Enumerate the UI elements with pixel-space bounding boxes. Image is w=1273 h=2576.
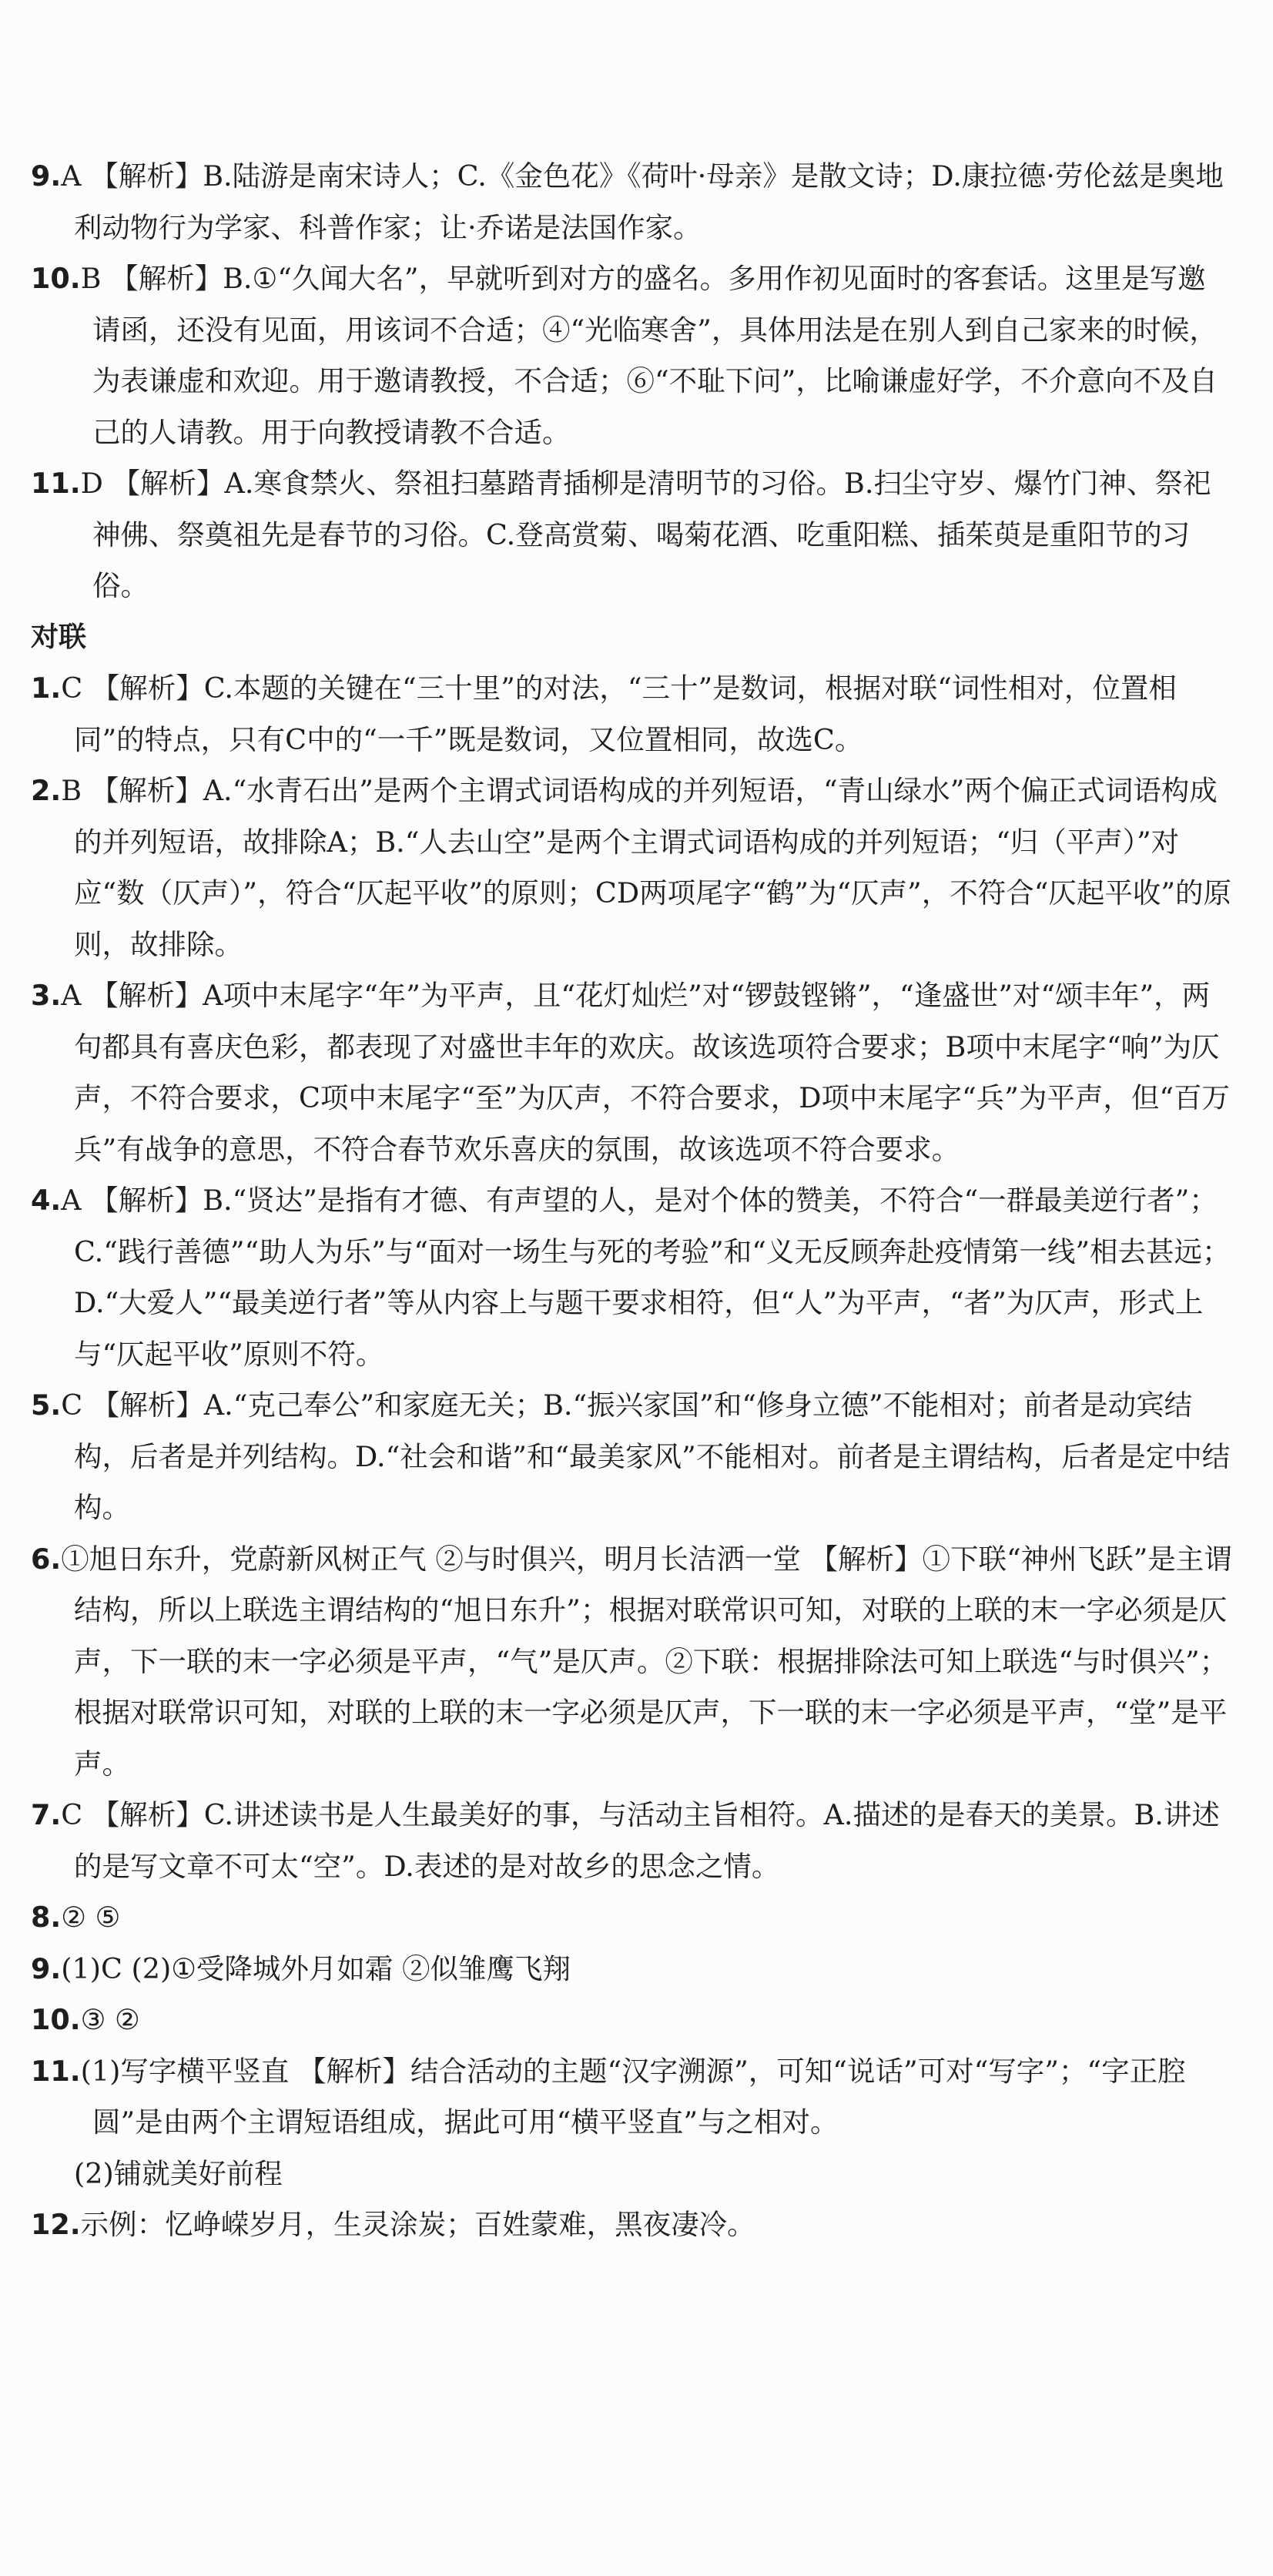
item-number: 8. [31, 1901, 62, 1934]
answer-content [31, 151, 1232, 2251]
item-number: 9. [31, 159, 62, 193]
item-number: 6. [31, 1542, 62, 1576]
item-number: 1. [31, 672, 62, 705]
item-number: 9. [31, 1951, 62, 1985]
item-number: 10. [31, 262, 81, 295]
item-text: B 【解析】A.“水青石出”是两个主谓式词语构成的并列短语，“青山绿水”两个偏正式词语构成的并列短语，故排除A；B.“人去山空”是两个主谓式词语构成的并列短语；“归（平声）”对应“数（仄声）”，符合“仄起平收”的原则；CD两项尾字“鹤”为“仄声”，不符合“仄起平收”的原则，故排除。 [61, 774, 1232, 961]
answer-item [31, 1175, 1232, 1380]
item-number: 11. [31, 2054, 81, 2088]
section-title: 对联 [31, 621, 87, 653]
item-number: 2. [31, 774, 62, 807]
item-text: ② ⑤ [61, 1901, 121, 1934]
answer-item [31, 458, 1232, 612]
item-text: ③ ② [80, 2003, 140, 2036]
item-text: C 【解析】C.本题的关键在“三十里”的对法，“三十”是数词，根据对联“词性相对，位置相同”的特点，只有C中的“一千”既是数词，又位置相同，故选C。 [61, 672, 1177, 756]
answer-item [31, 1380, 1232, 1534]
answer-item [31, 1944, 1232, 1995]
item-text: C 【解析】A.“克己奉公”和家庭无关；B.“振兴家国”和“修身立德”不能相对；前者是动宾结构，后者是并列结构。D.“社会和谐”和“最美家风”不能相对。前者是主谓结构，后者是定中结构。 [61, 1388, 1231, 1524]
item-text: (1)C (2)①受降城外月如霜 ②似雏鹰飞翔 [61, 1951, 571, 1985]
item-number: 11. [31, 467, 81, 500]
answer-item [31, 1892, 1232, 1944]
answer-item [31, 2046, 1232, 2149]
answer-item [31, 1790, 1232, 1892]
item-number: 4. [31, 1184, 62, 1217]
answer-item [31, 2199, 1232, 2251]
item-text: B 【解析】B.①“久闻大名”，早就听到对方的盛名。多用作初见面时的客套话。这里是写邀请函，还没有见面，用该词不合适；④“光临寒舍”，具体用法是在别人到自己家来的时候，为表谦虚和欢迎。用于邀请教授，不合适；⑥“不耻下问”，比喻谦虚好学，不介意向不及自己的人请教。用于向教授请教不合适。 [80, 262, 1218, 449]
item-text: (2)铺就美好前程 [74, 2156, 283, 2190]
item-text: D 【解析】A.寒食禁火、祭祖扫墓踏青插柳是清明节的习俗。B.扫尘守岁、爆竹门神、祭祀神佛、祭奠祖先是春节的习俗。C.登高赏菊、喝菊花酒、吃重阳糕、插茱萸是重阳节的习俗。 [80, 467, 1211, 602]
item-text: A 【解析】B.“贤达”是指有才德、有声望的人，是对个体的赞美，不符合“一群最美逆行者”；C.“践行善德”“助人为乐”与“面对一场生与死的考验”和“义无反顾奔赴疫情第一线”相去甚远；D.“大爱人”“最美逆行者”等从内容上与题干要求相符，但“人”为平声，“者”为仄声，形式上与“仄起平收”原则不符。 [61, 1184, 1231, 1371]
item-text: (1)写字横平竖直 【解析】结合活动的主题“汉字溯源”，可知“说话”可对“写字”；“字正腔圆”是由两个主谓短语组成，据此可用“横平竖直”与之相对。 [80, 2054, 1186, 2139]
answer-item [31, 1995, 1232, 2046]
item-number: 5. [31, 1388, 62, 1422]
item-text: C 【解析】C.讲述读书是人生最美好的事，与活动主旨相符。A.描述的是春天的美景。B.讲述的是写文章不可太“空”。D.表述的是对故乡的思念之情。 [61, 1798, 1220, 1883]
answer-item [31, 151, 1232, 253]
answer-item [31, 1534, 1232, 1790]
answer-item [31, 970, 1232, 1175]
item-number: 3. [31, 979, 62, 1012]
item-text: A 【解析】A项中末尾字“年”为平声，且“花灯灿烂”对“锣鼓铿锵”，“逢盛世”对“颂丰年”，两句都具有喜庆色彩，都表现了对盛世丰年的欢庆。故该选项符合要求；B项中末尾字“响”为仄声，不符合要求，C项中末尾字“至”为仄声，不符合要求，D项中末尾字“兵”为平声，但“百万兵”有战争的意思，不符合春节欢乐喜庆的氛围，故该选项不符合要求。 [61, 979, 1230, 1166]
item-number: 10. [31, 2003, 81, 2036]
item-number: 12. [31, 2208, 81, 2241]
item-text: 示例：忆峥嵘岁月，生灵涂炭；百姓蒙难，黑夜凄冷。 [80, 2208, 755, 2241]
answer-subitem [31, 2149, 1232, 2200]
answer-item [31, 765, 1232, 970]
answer-item [31, 663, 1232, 765]
item-text: ①旭日东升，党蔚新风树正气 ②与时俱兴，明月长洁洒一堂 【解析】①下联“神州飞跃”是主谓结构，所以上联选主谓结构的“旭日东升”；根据对联常识可知，对联的上联的末一字必须是仄声，下一联的末一字必须是平声，“气”是仄声。②下联：根据排除法可知上联选“与时俱兴”；根据对联常识可知，对联的上联的末一字必须是仄声，下一联的末一字必须是平声，“堂”是平声。 [61, 1542, 1232, 1780]
answer-item [31, 253, 1232, 458]
item-text: A 【解析】B.陆游是南宋诗人；C.《金色花》《荷叶·母亲》是散文诗；D.康拉德·劳伦兹是奥地利动物行为学家、科普作家；让·乔诺是法国作家。 [61, 159, 1224, 244]
item-number: 7. [31, 1798, 62, 1831]
